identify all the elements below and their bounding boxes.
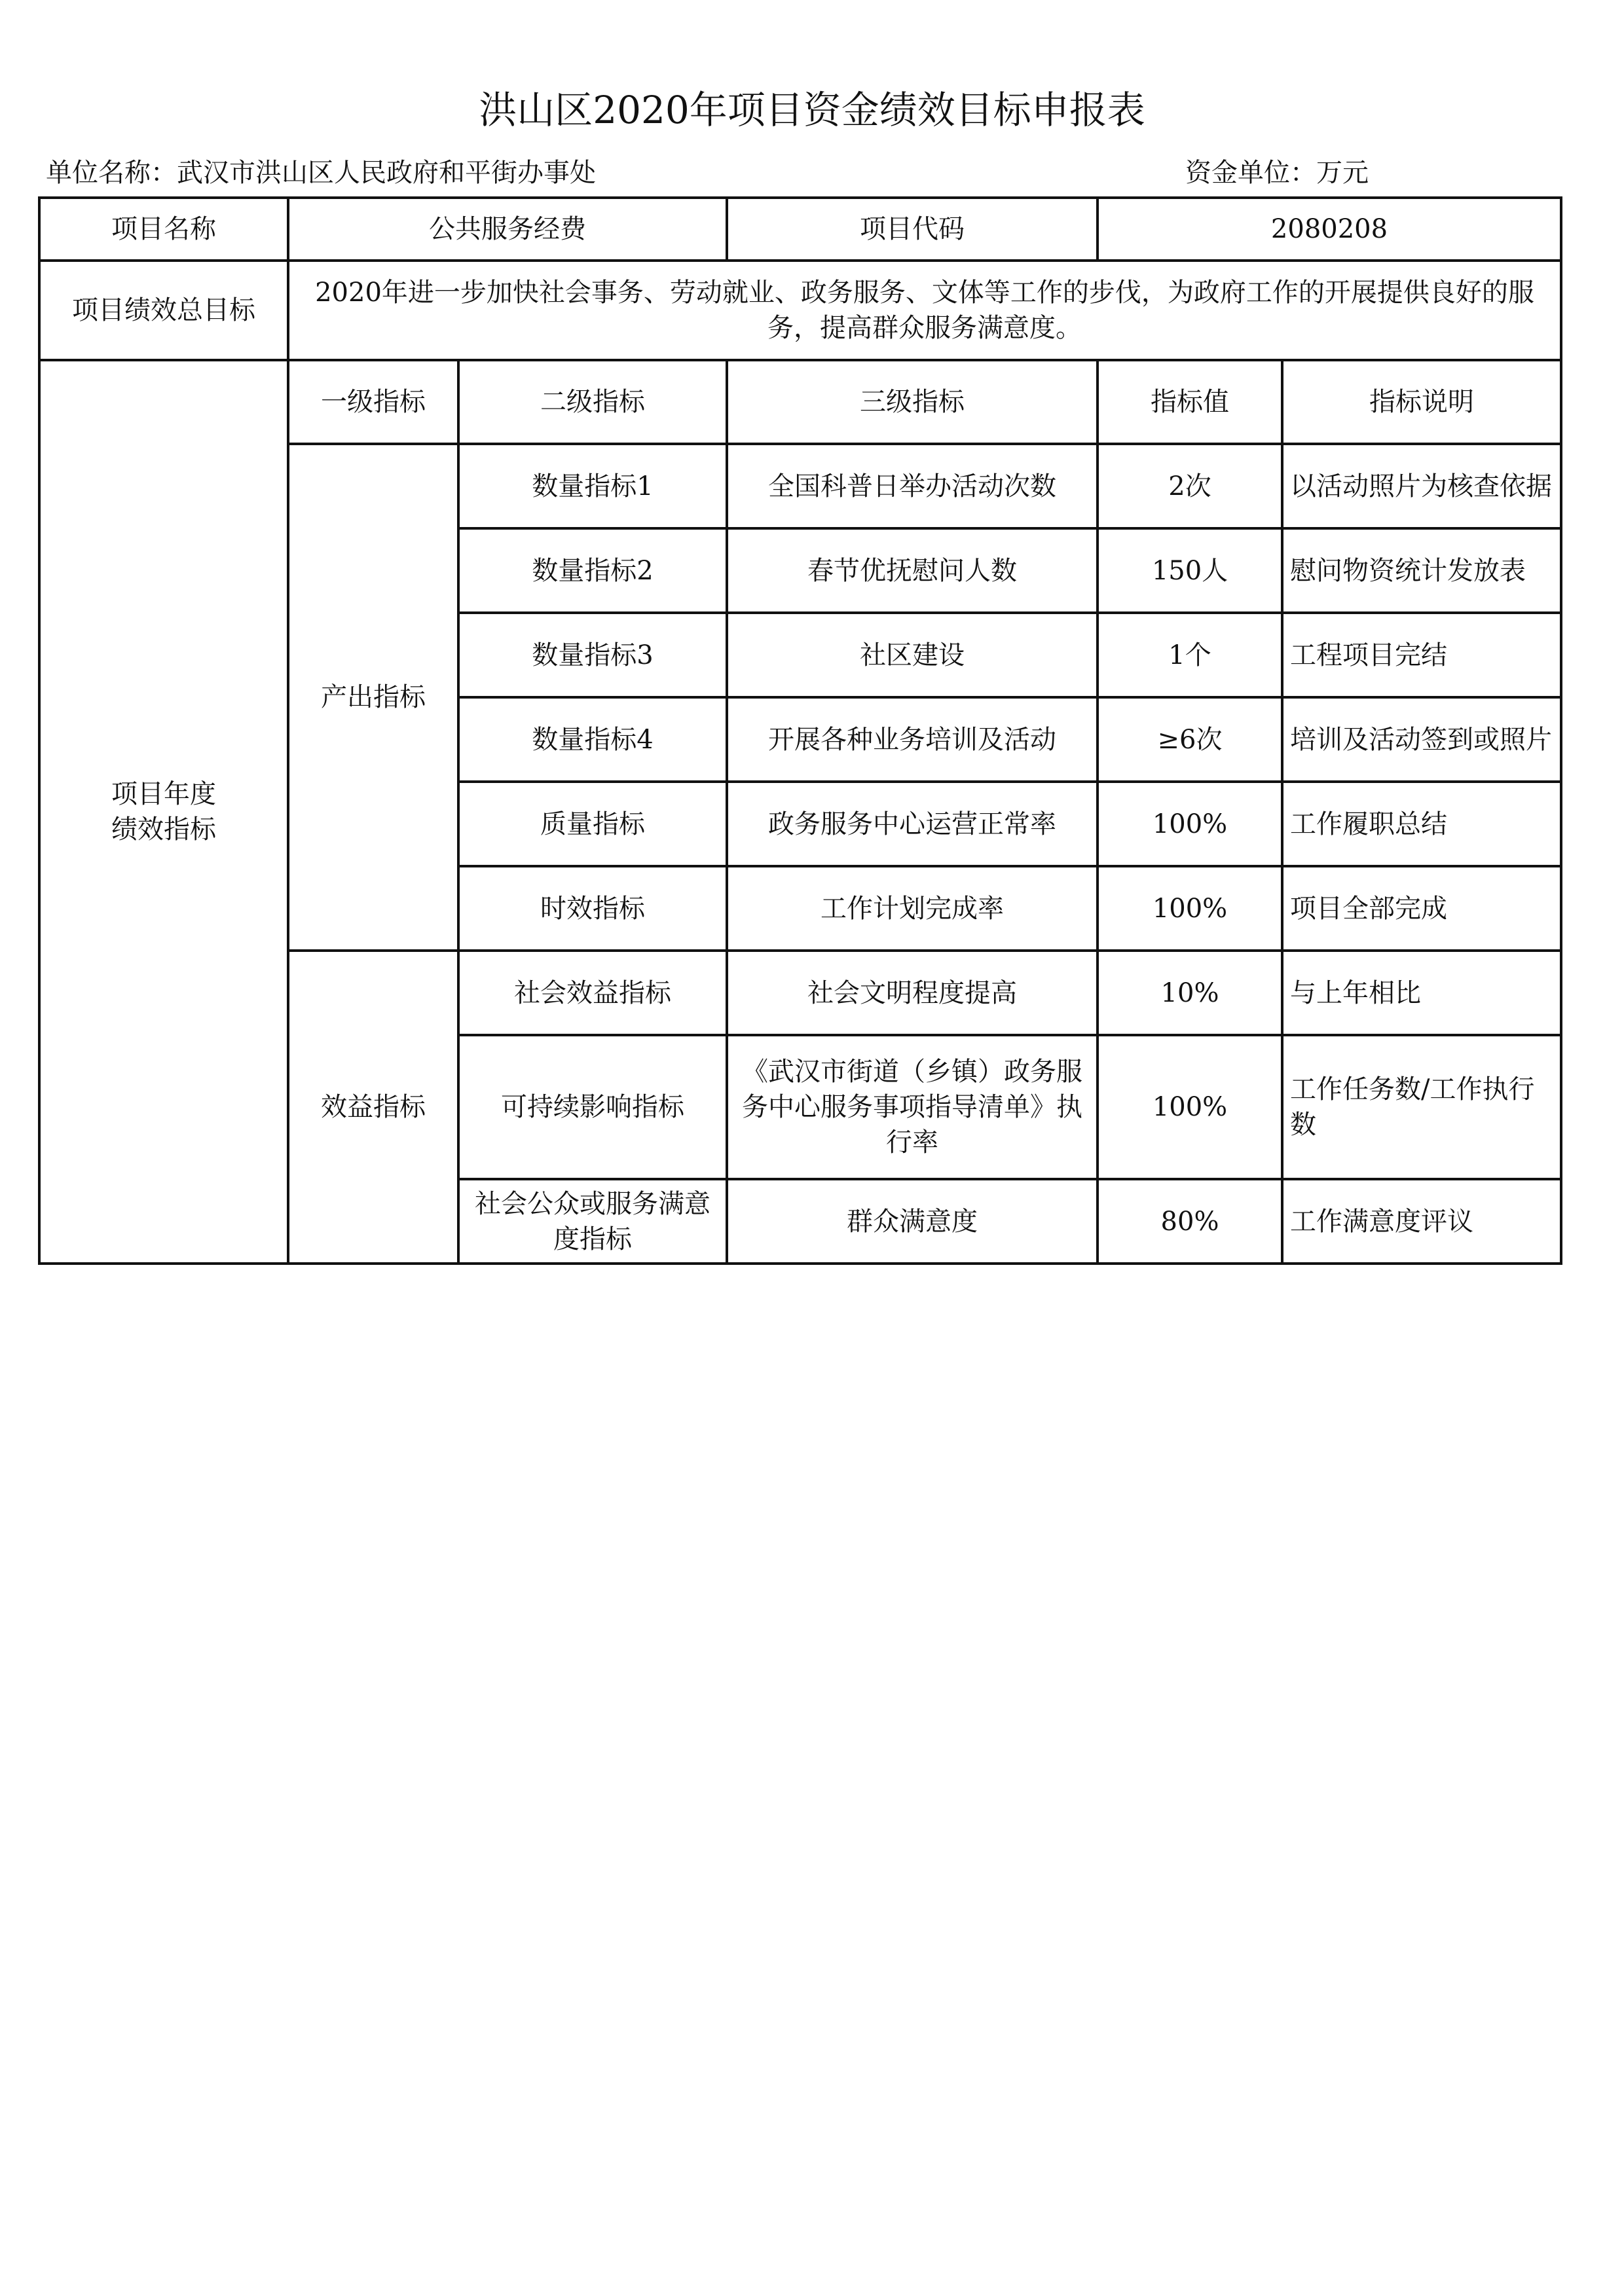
goal-text: 2020年进一步加快社会事务、劳动就业、政务服务、文体等工作的步伐，为政府工作的开展提供良好的服务，提高群众服务满意度。 xyxy=(288,261,1561,360)
note-cell: 工作任务数/工作执行数 xyxy=(1282,1035,1561,1179)
level3-cell: 工作计划完成率 xyxy=(727,866,1098,951)
level3-cell: 全国科普日举办活动次数 xyxy=(727,444,1098,528)
performance-table xyxy=(38,196,1562,1265)
level3-cell: 群众满意度 xyxy=(727,1179,1098,1264)
level3-cell: 社区建设 xyxy=(727,613,1098,697)
level3-cell: 社会文明程度提高 xyxy=(727,951,1098,1035)
column-header-note: 指标说明 xyxy=(1282,360,1561,444)
value-cell: 2次 xyxy=(1098,444,1282,528)
indicator-column-headers xyxy=(39,360,1561,444)
currency-unit: 资金单位：万元 xyxy=(1185,158,1369,188)
level1-output: 产出指标 xyxy=(288,444,458,951)
value-cell: 1个 xyxy=(1098,613,1282,697)
note-cell: 工作履职总结 xyxy=(1282,782,1561,866)
level2-cell: 数量指标4 xyxy=(458,697,727,782)
level2-cell: 数量指标2 xyxy=(458,528,727,613)
value-cell: 100% xyxy=(1098,866,1282,951)
level3-cell: 《武汉市街道（乡镇）政务服务中心服务事项指导清单》执行率 xyxy=(727,1035,1098,1179)
value-cell: ≥6次 xyxy=(1098,697,1282,782)
level2-cell: 社会公众或服务满意度指标 xyxy=(458,1179,727,1264)
note-cell: 以活动照片为核查依据 xyxy=(1282,444,1561,528)
project-code-value: 2080208 xyxy=(1098,198,1561,261)
value-cell: 100% xyxy=(1098,782,1282,866)
project-code-label: 项目代码 xyxy=(727,198,1098,261)
note-cell: 培训及活动签到或照片 xyxy=(1282,697,1561,782)
goal-label: 项目绩效总目标 xyxy=(39,261,288,360)
annual-indicator-label: 项目年度 绩效指标 xyxy=(39,360,288,1264)
project-name-label: 项目名称 xyxy=(39,198,288,261)
note-cell: 与上年相比 xyxy=(1282,951,1561,1035)
unit-name: 单位名称：武汉市洪山区人民政府和平街办事处 xyxy=(46,158,596,188)
level2-cell: 数量指标3 xyxy=(458,613,727,697)
value-cell: 100% xyxy=(1098,1035,1282,1179)
page-title: 洪山区2020年项目资金绩效目标申报表 xyxy=(479,88,1145,132)
level2-cell: 数量指标1 xyxy=(458,444,727,528)
value-cell: 10% xyxy=(1098,951,1282,1035)
value-cell: 80% xyxy=(1098,1179,1282,1264)
value-cell: 150人 xyxy=(1098,528,1282,613)
level1-benefit: 效益指标 xyxy=(288,951,458,1264)
column-header-level1: 一级指标 xyxy=(288,360,458,444)
column-header-level3: 三级指标 xyxy=(727,360,1098,444)
column-header-level2: 二级指标 xyxy=(458,360,727,444)
level2-cell: 质量指标 xyxy=(458,782,727,866)
note-cell: 项目全部完成 xyxy=(1282,866,1561,951)
column-header-value: 指标值 xyxy=(1098,360,1282,444)
note-cell: 工作满意度评议 xyxy=(1282,1179,1561,1264)
level3-cell: 政务服务中心运营正常率 xyxy=(727,782,1098,866)
goal-row xyxy=(39,261,1561,360)
level2-cell: 可持续影响指标 xyxy=(458,1035,727,1179)
note-cell: 慰问物资统计发放表 xyxy=(1282,528,1561,613)
note-cell: 工程项目完结 xyxy=(1282,613,1561,697)
level2-cell: 社会效益指标 xyxy=(458,951,727,1035)
project-name-value: 公共服务经费 xyxy=(288,198,727,261)
level3-cell: 开展各种业务培训及活动 xyxy=(727,697,1098,782)
level2-cell: 时效指标 xyxy=(458,866,727,951)
project-header-row xyxy=(39,198,1561,261)
level3-cell: 春节优抚慰问人数 xyxy=(727,528,1098,613)
